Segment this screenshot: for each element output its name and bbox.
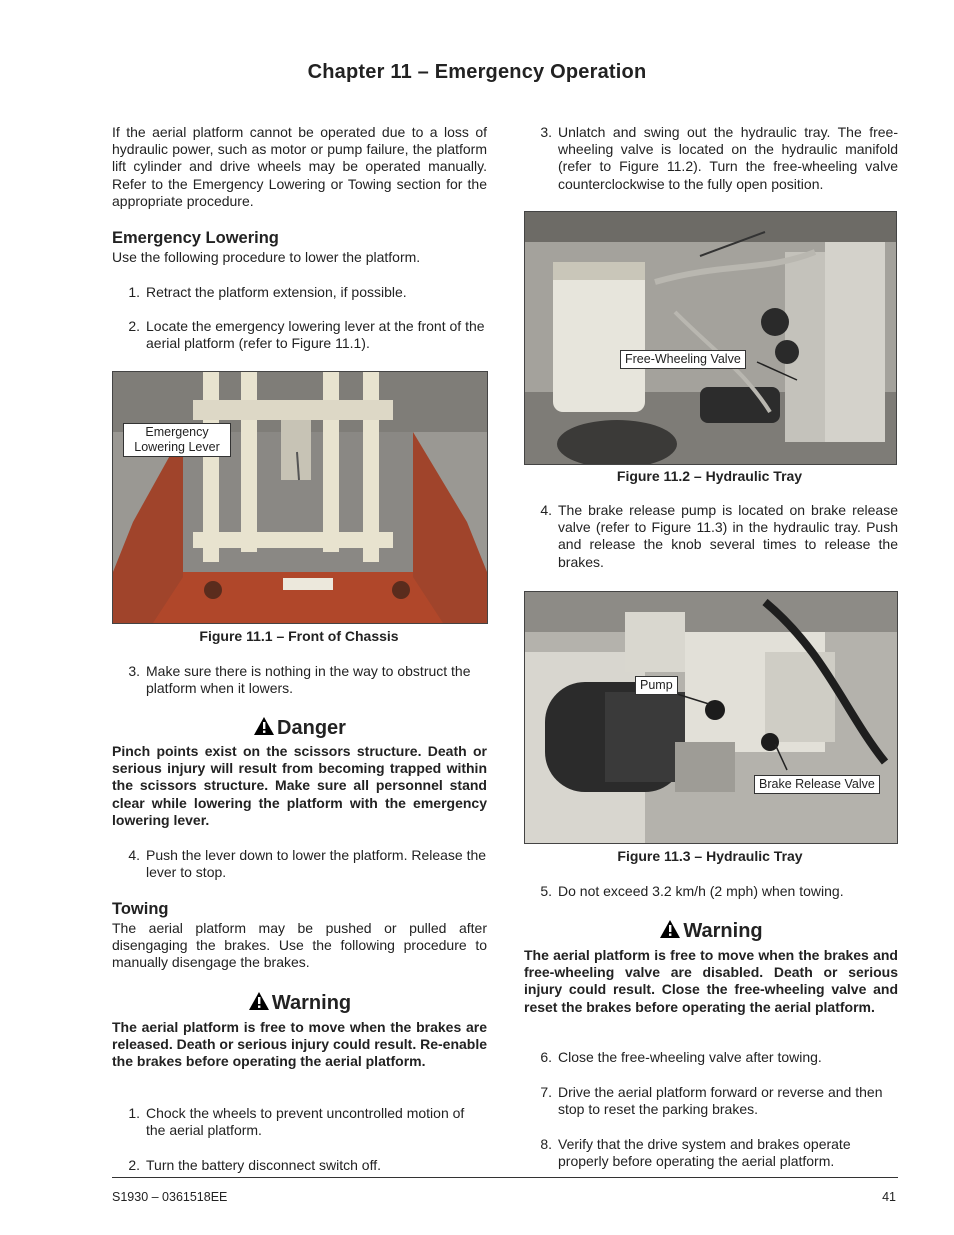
list-item [530,1049,898,1066]
danger-heading [112,716,487,742]
emergency-lowering-lead: Use the following procedure to lower the platform. [112,249,421,265]
warning-triangle-icon [253,716,275,742]
figure-caption: Figure 11.1 – Front of Chassis [199,628,399,644]
step-number: 8. [540,1136,552,1152]
list-item [530,502,898,571]
danger-label: Danger [277,717,346,739]
intro-paragraph: If the aerial platform cannot be operated due to a loss of hydraulic power, such as motor or pump failure, the platform lift cylinder and drive wheels may be operated manually. Refer to the Emergency Lowering or Towing section for the appropriate procedure. [112,124,487,209]
step-text: Close the free-wheeling valve after towing. [558,1049,822,1065]
list-item [530,124,898,193]
towing-lead: The aerial platform may be pushed or pulled after disengaging the brakes. Use the following procedure to manually disengage the brakes. [112,920,487,971]
figure-caption: Figure 11.2 – Hydraulic Tray [616,468,803,484]
step-text: Do not exceed 3.2 km/h (2 mph) when towing. [558,883,844,899]
towing-heading: Towing [112,900,169,918]
step-number: 1. [128,284,140,300]
list-item [118,284,487,301]
step-number: 1. [128,1105,140,1121]
document-id: S1930 – 0361518EE [112,1190,228,1204]
footer-rule [112,1177,898,1178]
warning-text: The aerial platform is free to move when the brakes are released. Death or serious injury could result. Re-enable the brakes before operating the aerial platform. [112,1019,488,1070]
step-text: Unlatch and swing out the hydraulic tray. The free-wheeling valve is located on the hydraulic manifold (refer to Figure 11.2). Turn the free-wheeling valve counterclockwise to the fully open position. [558,124,898,192]
hydraulic-tray-illustration [525,212,896,464]
figure-hydraulic-tray-photo [524,211,897,465]
step-text: Verify that the drive system and brakes operate properly before operating the aerial platform. [558,1136,851,1170]
figure-caption: Figure 11.3 – Hydraulic Tray [617,848,803,864]
warning-heading [112,991,487,1017]
step-text: Turn the battery disconnect switch off. [146,1157,382,1173]
step-text: Locate the emergency lowering lever at the front of the aerial platform (refer to Figure 11.1). [146,318,485,352]
step-number: 2. [128,318,140,334]
step-number: 4. [128,847,140,863]
warning-heading [524,919,898,945]
list-item [118,1105,487,1139]
emergency-lowering-lever-callout: Emergency Lowering Lever [123,423,231,457]
list-item [118,318,487,352]
free-wheeling-valve-callout: Free-Wheeling Valve [620,350,746,369]
step-text: The brake release pump is located on brake release valve (refer to Figure 11.3) in the hydraulic tray. Push and release the knob several times to release the brakes. [558,502,898,570]
step-text: Make sure there is nothing in the way to obstruct the platform when it lowers. [146,663,471,697]
chapter-title: Chapter 11 – Emergency Operation [307,61,647,83]
list-item [530,883,898,900]
warning-text: The aerial platform is free to move when the brakes and free-wheeling valve are disabled. Death or serious injury could result. Close the free-wheeling valve and reset the brakes before operating the aerial platform. [524,947,898,1015]
figure-hydraulic-tray-pump-photo [524,591,898,844]
warning-label: Warning [683,920,763,942]
step-number: 4. [540,502,552,518]
step-text: Push the lever down to lower the platform. Release the lever to stop. [146,847,487,881]
pump-illustration [525,592,897,843]
step-number: 2. [128,1157,140,1173]
step-number: 5. [540,883,552,899]
list-item [118,1157,487,1174]
step-number: 3. [540,124,552,140]
step-text: Retract the platform extension, if possible. [146,284,407,300]
list-item [530,1084,898,1118]
danger-text: Pinch points exist on the scissors structure. Death or serious injury will result from becoming trapped within the scissors structure. Make sure all personnel stand clear while lowering the platform with the emergency lowering lever. [112,743,487,828]
figure-front-of-chassis-photo [112,371,488,624]
brake-release-valve-callout: Brake Release Valve [754,775,880,794]
step-text: Chock the wheels to prevent uncontrolled motion of the aerial platform. [146,1105,465,1139]
warning-label: Warning [271,992,352,1014]
step-number: 6. [540,1049,552,1065]
list-item [118,663,487,697]
step-number: 3. [128,663,140,679]
emergency-lowering-heading: Emergency Lowering [112,229,279,247]
page-number: 41 [882,1190,896,1204]
warning-triangle-icon [659,919,681,945]
chassis-illustration [113,372,487,623]
pump-callout: Pump [635,676,678,695]
list-item [530,1136,898,1170]
list-item [118,847,487,881]
step-text: Drive the aerial platform forward or reverse and then stop to reset the parking brakes. [558,1084,883,1118]
warning-triangle-icon [248,991,270,1017]
step-number: 7. [540,1084,552,1100]
